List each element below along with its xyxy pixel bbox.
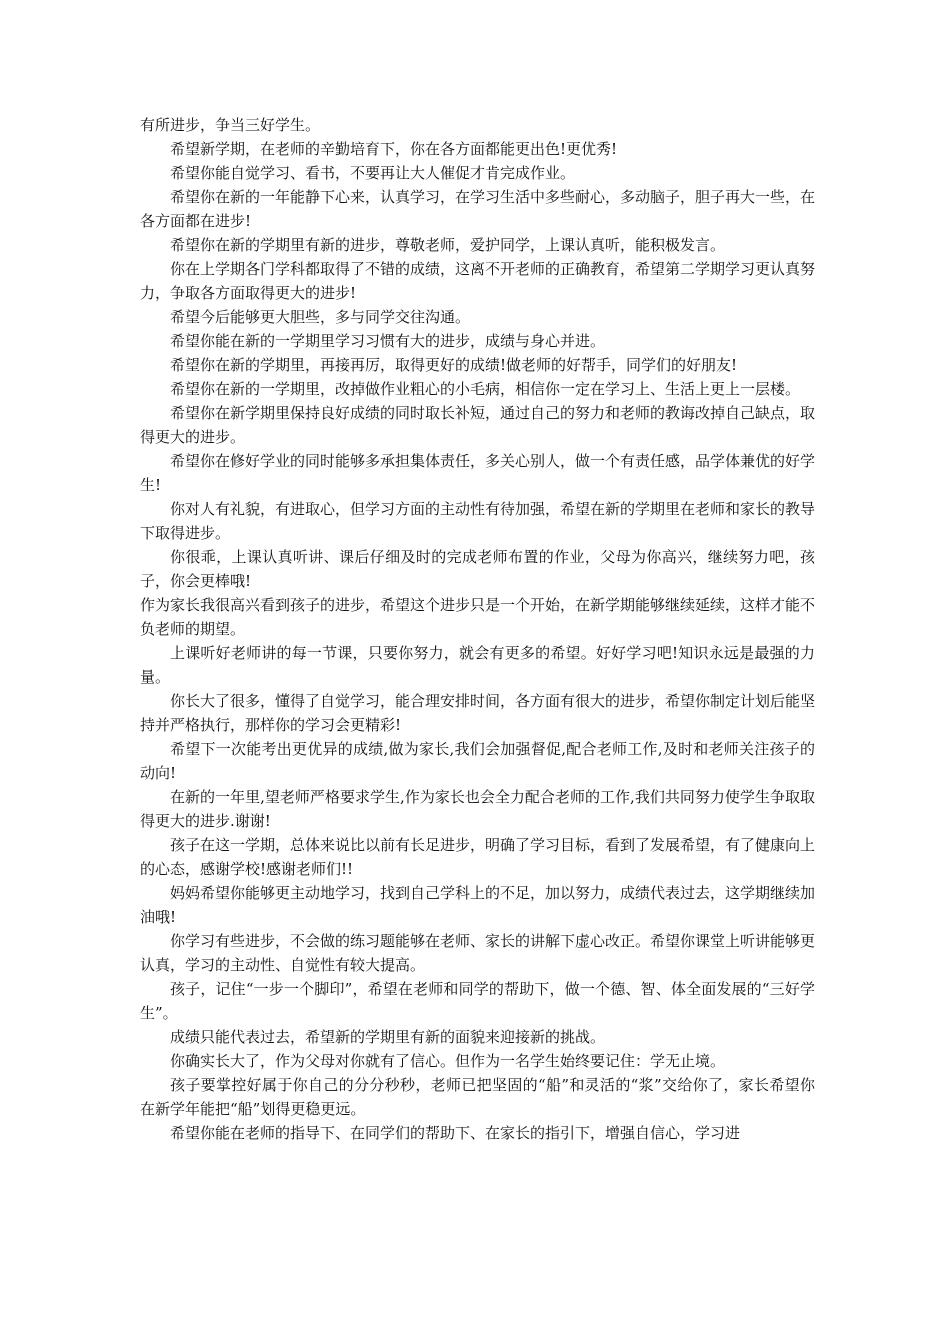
paragraph: 有所进步，争当三好学生。 — [140, 116, 321, 134]
paragraph: 你对人有礼貌，有进取心，但学习方面的主动性有待加强，希望在新的学期里在老师和家长的教导下取得进步。 — [140, 500, 816, 542]
paragraph: 妈妈希望你能够更主动地学习，找到自己学科上的不足，加以努力，成绩代表过去，这学期继续加油哦! — [140, 884, 816, 926]
paragraph: 成绩只能代表过去，希望新的学期里有新的面貌来迎接新的挑战。 — [170, 1028, 606, 1046]
paragraph: 希望新学期，在老师的辛勤培育下，你在各方面都能更出色!更优秀! — [170, 140, 618, 158]
paragraph: 孩子要掌控好属于你自己的分分秒秒，老师已把坚固的“船”和灵活的“浆”交给你了，家长希望你在新学年能把“船”划得更稳更远。 — [140, 1076, 815, 1118]
paragraph: 希望你在新学期里保持良好成绩的同时取长补短，通过自己的努力和老师的教诲改掉自己缺点，取得更大的进步。 — [140, 404, 816, 446]
paragraph: 作为家长我很高兴看到孩子的进步，希望这个进步只是一个开始，在新学期能够继续延续，这样才能不负老师的期望。 — [140, 596, 816, 638]
paragraph: 在新的一年里,望老师严格要求学生,作为家长也会全力配合老师的工作,我们共同努力使学生争取取得更大的进步.谢谢! — [140, 788, 815, 830]
paragraph: 孩子，记住“一步一个脚印”，希望在老师和同学的帮助下，做一个德、智、体全面发展的“三好学生”。 — [140, 980, 815, 1022]
paragraph: 希望你在修好学业的同时能够多承担集体责任，多关心别人，做一个有责任感，品学体兼优的好学生! — [140, 452, 816, 494]
paragraph: 希望今后能够更大胆些，多与同学交往沟通。 — [170, 308, 471, 326]
paragraph: 你很乖，上课认真听讲、课后仔细及时的完成老师布置的作业，父母为你高兴，继续努力吧，孩子，你会更棒哦! — [140, 548, 815, 590]
paragraph: 希望你在新的一年能静下心来，认真学习，在学习生活中多些耐心，多动脑子，胆子再大一些，在各方面都在进步! — [140, 188, 816, 230]
paragraph: 希望你在新的学期里有新的进步，尊敬老师，爱护同学，上课认真听，能积极发言。 — [170, 236, 726, 254]
document-body — [140, 113, 815, 1145]
paragraph: 希望你在新的一学期里，改掉做作业粗心的小毛病，相信你一定在学习上、生活上更上一层楼。 — [170, 380, 801, 398]
paragraph: 希望你能在老师的指导下、在同学们的帮助下、在家长的指引下，增强自信心，学习进 — [170, 1124, 741, 1142]
paragraph: 你学习有些进步，不会做的练习题能够在老师、家长的讲解下虚心改正。希望你课堂上听讲能够更认真，学习的主动性、自觉性有较大提高。 — [140, 932, 816, 974]
paragraph: 孩子在这一学期，总体来说比以前有长足进步，明确了学习目标，看到了发展希望，有了健康向上的心态，感谢学校!感谢老师们!! — [140, 836, 816, 878]
paragraph: 你长大了很多，懂得了自觉学习，能合理安排时间，各方面有很大的进步，希望你制定计划后能坚持并严格执行，那样你的学习会更精彩! — [140, 692, 816, 734]
paragraph: 你确实长大了，作为父母对你就有了信心。但作为一名学生始终要记住：学无止境。 — [170, 1052, 726, 1070]
paragraph: 希望你能自觉学习、看书，不要再让大人催促才肯完成作业。 — [170, 164, 576, 182]
paragraph: 希望你能在新的一学期里学习习惯有大的进步，成绩与身心并进。 — [170, 332, 606, 350]
paragraph: 你在上学期各门学科都取得了不错的成绩，这离不开老师的正确教育，希望第二学期学习更认真努力，争取各方面取得更大的进步! — [140, 260, 816, 302]
paragraph: 希望下一次能考出更优异的成绩,做为家长,我们会加强督促,配合老师工作,及时和老师关注孩子的动向! — [140, 740, 815, 782]
paragraph: 上课听好老师讲的每一节课，只要你努力，就会有更多的希望。好好学习吧!知识永远是最强的力量。 — [140, 644, 815, 686]
paragraph: 希望你在新的学期里，再接再厉，取得更好的成绩!做老师的好帮手，同学们的好朋友! — [170, 356, 738, 374]
